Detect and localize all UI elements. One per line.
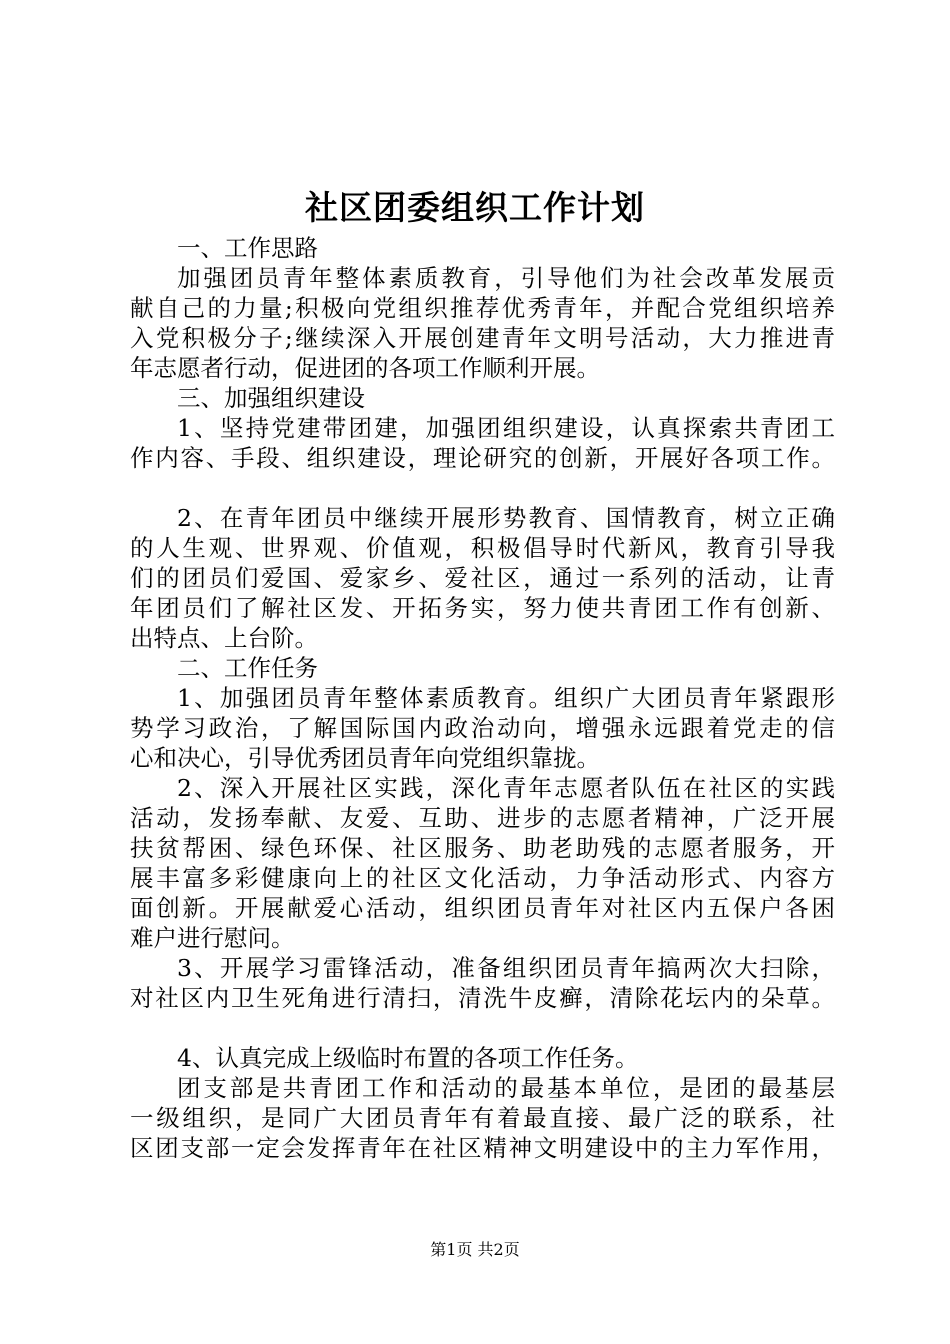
paragraph-line: 势学习政治，了解国际国内政治动向，增强永远跟着党走的信	[130, 714, 835, 742]
blank-line	[130, 473, 835, 503]
document-body	[130, 233, 835, 1163]
paragraph-line: 三、加强组织建设	[177, 384, 365, 412]
paragraph-line: 出特点、上台阶。	[130, 624, 318, 652]
paragraph-line: 对社区内卫生死角进行清扫，清洗牛皮癣，清除花坛内的朵草。	[130, 984, 835, 1012]
paragraph-line: 作内容、手段、组织建设，理论研究的创新，开展好各项工作。	[130, 444, 835, 472]
paragraph-line: 的人生观、世界观、价值观，积极倡导时代新风，教育引导我	[130, 534, 835, 562]
paragraph-line: 面创新。开展献爱心活动，组织团员青年对社区内五保户各困	[130, 894, 835, 922]
paragraph-line: 2、深入开展社区实践，深化青年志愿者队伍在社区的实践	[177, 774, 835, 802]
paragraph-line: 团支部是共青团工作和活动的最基本单位，是团的最基层	[177, 1074, 835, 1102]
page-footer: 第1页 共2页	[430, 1240, 520, 1259]
paragraph-line: 展丰富多彩健康向上的社区文化活动，力争活动形式、内容方	[130, 864, 835, 892]
paragraph-line: 2、在青年团员中继续开展形势教育、国情教育，树立正确	[177, 504, 835, 532]
paragraph-line: 一、工作思路	[177, 234, 318, 262]
paragraph-line: 年志愿者行动，促进团的各项工作顺利开展。	[130, 354, 600, 382]
paragraph-line: 二、工作任务	[177, 654, 318, 682]
paragraph-line: 难户进行慰问。	[130, 924, 295, 952]
blank-line	[130, 1013, 835, 1043]
paragraph-line: 加强团员青年整体素质教育，引导他们为社会改革发展贡	[177, 264, 835, 292]
paragraph-line: 活动，发扬奉献、友爱、互助、进步的志愿者精神，广泛开展	[130, 804, 835, 832]
paragraph-line: 1、坚持党建带团建，加强团组织建设，认真探索共青团工	[177, 414, 835, 442]
paragraph-line: 年团员们了解社区发、开拓务实，努力使共青团工作有创新、	[130, 594, 835, 622]
paragraph-line: 们的团员们爱国、爱家乡、爱社区，通过一系列的活动，让青	[130, 564, 835, 592]
document-title: 社区团委组织工作计划	[305, 188, 645, 227]
paragraph-line: 1、加强团员青年整体素质教育。组织广大团员青年紧跟形	[177, 684, 835, 712]
paragraph-line: 扶贫帮困、绿色环保、社区服务、助老助残的志愿者服务，开	[130, 834, 835, 862]
paragraph-line: 入党积极分子;继续深入开展创建青年文明号活动，大力推进青	[130, 324, 835, 352]
paragraph-line: 区团支部一定会发挥青年在社区精神文明建设中的主力军作用，	[130, 1134, 835, 1162]
paragraph-line: 献自己的力量;积极向党组织推荐优秀青年，并配合党组织培养	[130, 294, 835, 322]
paragraph-line: 4、认真完成上级临时布置的各项工作任务。	[177, 1044, 639, 1072]
paragraph-line: 心和决心，引导优秀团员青年向党组织靠拢。	[130, 744, 600, 772]
paragraph-line: 3、开展学习雷锋活动，准备组织团员青年搞两次大扫除，	[177, 954, 835, 982]
paragraph-line: 一级组织，是同广大团员青年有着最直接、最广泛的联系，社	[130, 1104, 835, 1132]
